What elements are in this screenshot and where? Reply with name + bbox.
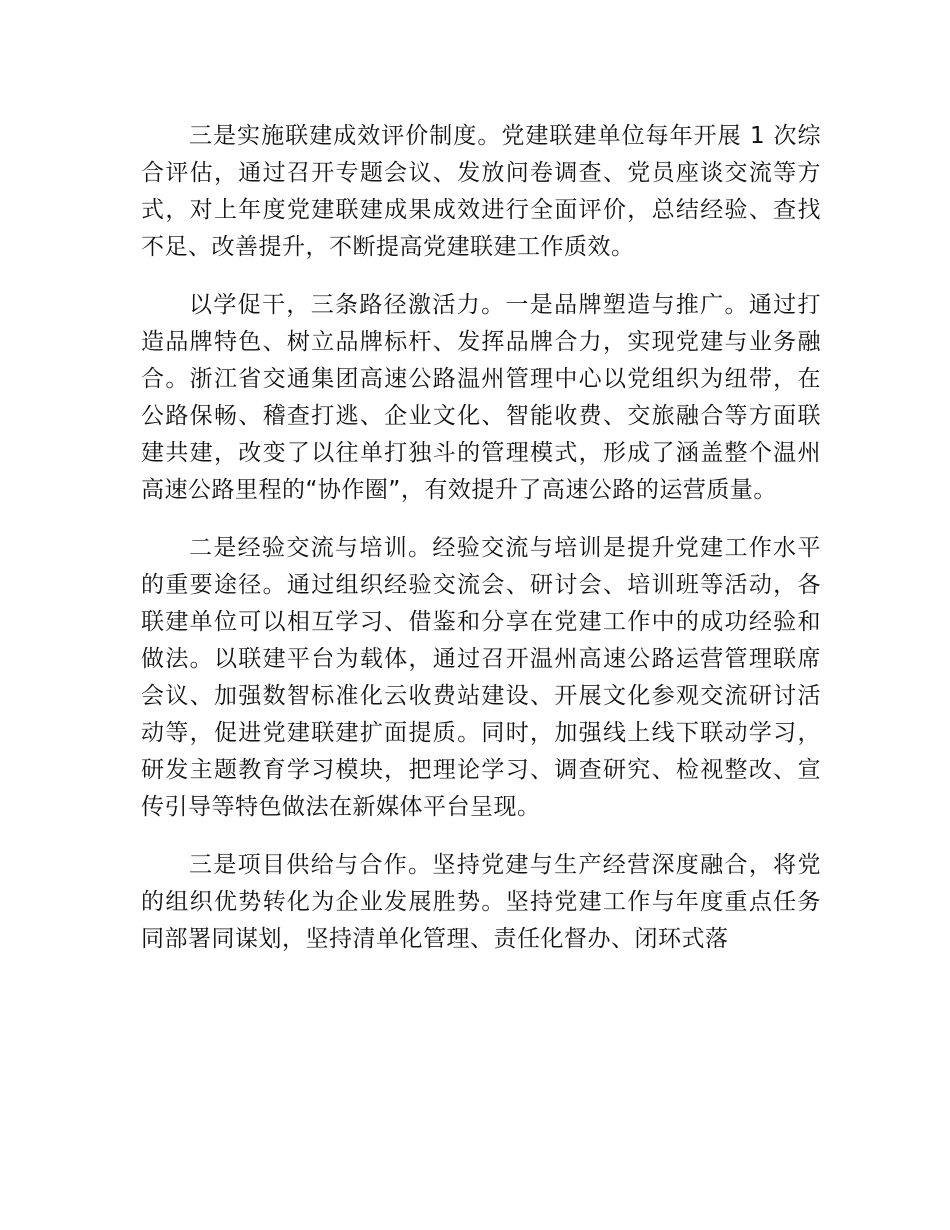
document-body (141, 118, 821, 979)
paragraph-project-cooperation: 三是项目供给与合作。坚持党建与生产经营深度融合，将党的组织优势转化为企业发展胜势。坚持党建工作与年度重点任务同部署同谋划，坚持清单化管理、责任化督办、闭环式落 (141, 852, 821, 952)
paragraph-three-paths: 以学促干，三条路径激活力。一是品牌塑造与推广。通过打造品牌特色、树立品牌标杆、发挥品牌合力，实现党建与业务融合。浙江省交通集团高速公路温州管理中心以党组织为纽带，在公路保畅、稽查打逃、企业文化、智能收费、交旅融合等方面联建共建，改变了以往单打独斗的管理模式，形成了涵盖整个温州高速公路里程的“协作圈”，有效提升了高速公路的运营质量。 (141, 292, 821, 503)
paragraph-evaluation-system: 三是实施联建成效评价制度。党建联建单位每年开展 1 次综合评估，通过召开专题会议、发放问卷调查、党员座谈交流等方式，对上年度党建联建成果成效进行全面评价，总结经验、查找不足、改善提升，不断提高党建联建工作质效。 (141, 123, 821, 260)
paragraph-experience-exchange: 二是经验交流与培训。经验交流与培训是提升党建工作水平的重要途径。通过组织经验交流会、研讨会、培训班等活动，各联建单位可以相互学习、借鉴和分享在党建工作中的成功经验和做法。以联建平台为载体，通过召开温州高速公路运营管理联席会议、加强数智标准化云收费站建设、开展文化参观交流研讨活动等，促进党建联建扩面提质。同时，加强线上线下联动学习，研发主题教育学习模块，把理论学习、调查研究、检视整改、宣传引导等特色做法在新媒体平台呈现。 (141, 535, 821, 820)
